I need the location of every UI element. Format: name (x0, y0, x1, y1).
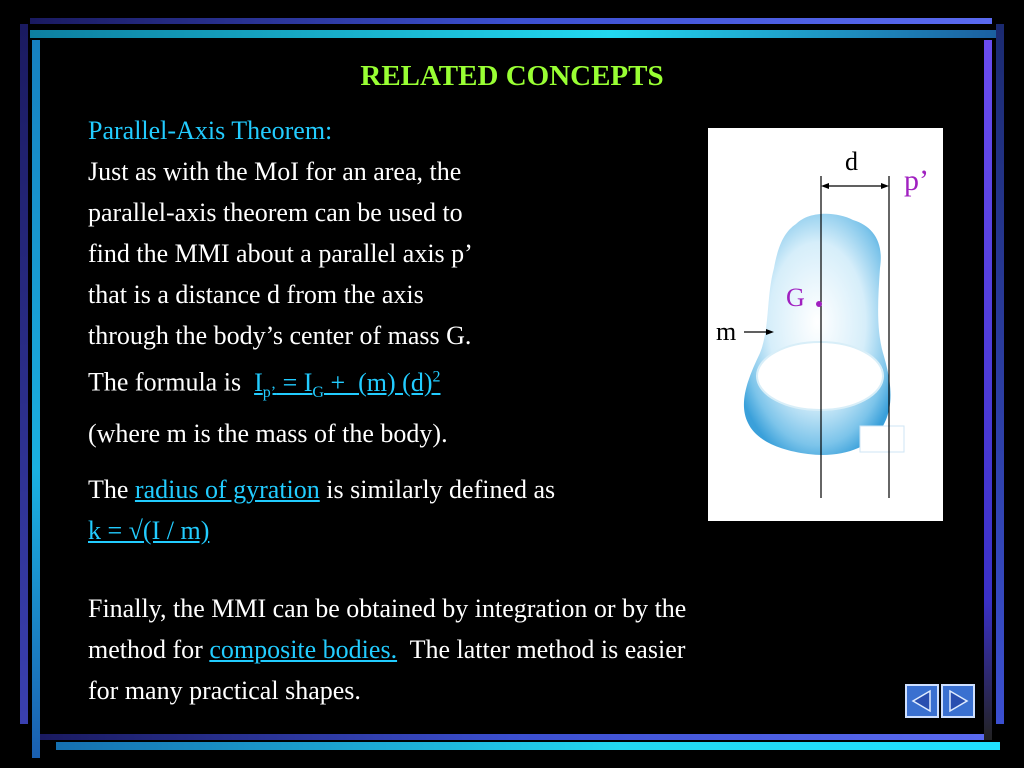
formula-sub-p: p’ (262, 383, 277, 401)
frame-bar-left-outer (20, 24, 28, 724)
center-of-mass-dot (816, 301, 822, 307)
formula-rest: + (m) (d) (323, 367, 433, 397)
frame-bar-bottom-accent (56, 742, 1000, 750)
gyration-formula-link[interactable]: k = √(I / m) (88, 516, 210, 545)
text-line: Just as with the MoI for an area, the (88, 157, 462, 186)
label-d: d (845, 147, 858, 176)
gyration-block (88, 469, 555, 551)
text-line: (where m is the mass of the body). (88, 418, 448, 448)
section-heading: Parallel-Axis Theorem: (88, 116, 333, 145)
label-p: p’ (904, 164, 929, 197)
parallel-axis-formula-link[interactable] (254, 367, 441, 401)
cross-section-ellipse (757, 342, 883, 410)
gyration-suffix: is similarly defined as (319, 475, 556, 504)
main-text-block (88, 110, 473, 454)
frame-bar-right-outer (996, 24, 1004, 724)
next-slide-button[interactable] (941, 684, 975, 718)
formula-sub-g: G (312, 383, 324, 401)
formula-line (88, 356, 473, 413)
formula-i: I (254, 367, 263, 397)
final-prefix: method for (88, 635, 210, 664)
previous-slide-button[interactable] (905, 684, 939, 718)
label-m: m (716, 317, 737, 346)
radius-of-gyration-link[interactable]: radius of gyration (134, 475, 320, 504)
gyration-prefix: The (88, 475, 135, 504)
slide-navigation (905, 684, 975, 718)
body-diagram (708, 128, 943, 521)
triangle-left-icon (910, 689, 934, 713)
formula-eq: = I (276, 367, 313, 397)
frame-bar-top (30, 18, 992, 24)
text-line: through the body’s center of mass G. (88, 321, 472, 350)
text-line: that is a distance d from the axis (88, 280, 424, 309)
text-line: Finally, the MMI can be obtained by integration or by the (88, 594, 687, 623)
triangle-right-icon (946, 689, 970, 713)
frame-bar-left (32, 40, 40, 758)
composite-bodies-link[interactable]: composite bodies. (209, 635, 398, 664)
final-suffix: The latter method is easier (397, 635, 686, 664)
label-g: G (786, 283, 805, 312)
text-line: find the MMI about a parallel axis p’ (88, 239, 473, 268)
small-box (860, 426, 904, 452)
rigid-body-shape (744, 214, 891, 455)
final-block (88, 588, 686, 711)
text-line: parallel-axis theorem can be used to (88, 198, 463, 227)
frame-bar-top-accent (30, 30, 998, 38)
formula-sup: 2 (432, 368, 441, 385)
frame-bar-right (984, 40, 992, 740)
text-line: for many practical shapes. (88, 676, 361, 705)
slide-title: RELATED CONCEPTS (360, 60, 664, 92)
frame-bar-bottom (40, 734, 984, 740)
parallel-axis-figure (708, 128, 943, 521)
formula-prefix: The formula is (88, 367, 255, 397)
